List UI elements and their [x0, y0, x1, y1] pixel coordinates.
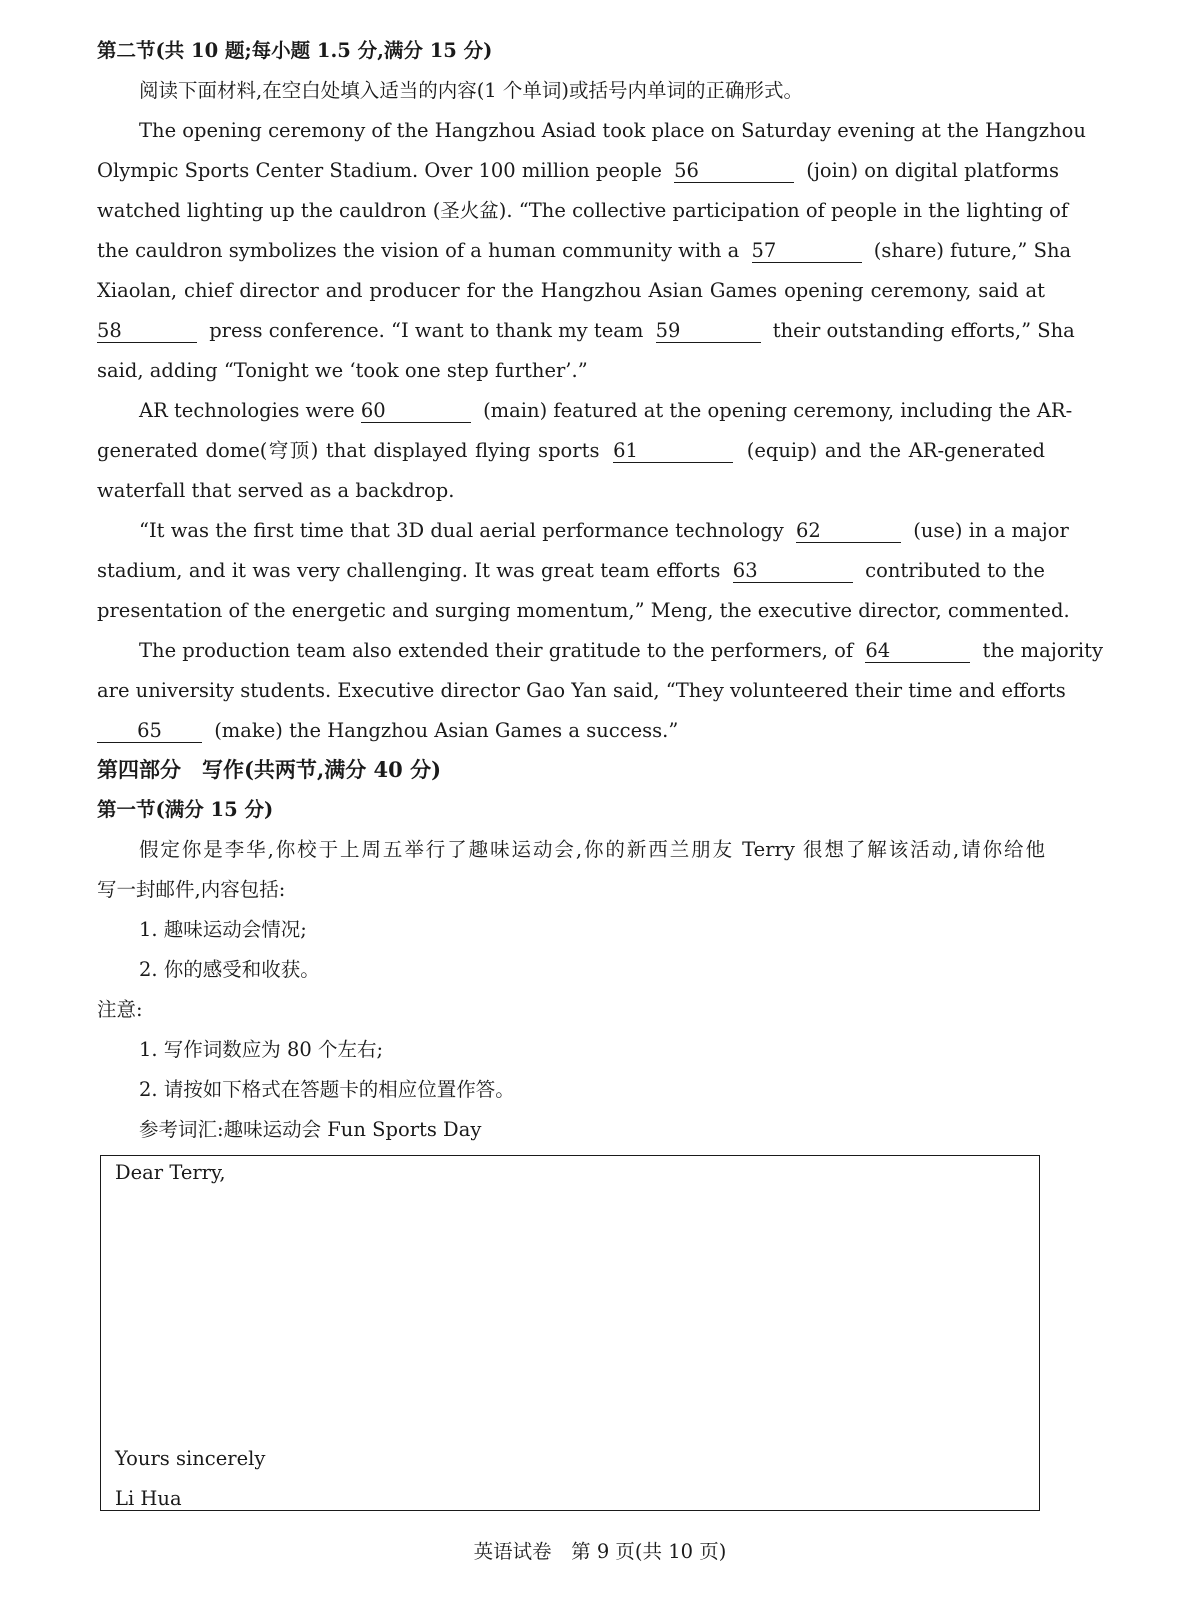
blank-59[interactable]: 59: [656, 320, 761, 343]
blank-64[interactable]: 64: [865, 640, 970, 663]
writing-task: 写一封邮件,内容包括:: [97, 878, 286, 901]
passage-line: presentation of the energetic and surging momentum,” Meng, the executive director, commented.: [97, 599, 1070, 622]
passage-text: The production team also extended their gratitude to the performers, of: [139, 639, 854, 662]
passage-line: waterfall that served as a backdrop.: [97, 479, 455, 502]
passage-text: generated dome(穹顶) that displayed flying sports: [97, 439, 600, 462]
section2-heading: 第二节(共 10 题;每小题 1.5 分,满分 15 分): [97, 39, 493, 62]
passage-text: stadium, and it was very challenging. It was great team efforts: [97, 559, 721, 582]
passage-line: [139, 638, 1103, 664]
passage-text: (equip) and the AR-generated: [746, 439, 1045, 462]
passage-line: The opening ceremony of the Hangzhou Asiad took place on Saturday evening at the Hangzhou: [139, 119, 1086, 142]
note-item: 1. 写作词数应为 80 个左右;: [139, 1038, 384, 1061]
section2-instruction: 阅读下面材料,在空白处填入适当的内容(1 个单词)或括号内单词的正确形式。: [139, 79, 804, 102]
passage-text: Olympic Sports Center Stadium. Over 100 million people: [97, 159, 662, 182]
passage-text: press conference. “I want to thank my team: [209, 319, 644, 342]
passage-text: their outstanding efforts,” Sha: [772, 319, 1075, 342]
blank-63[interactable]: 63: [733, 560, 853, 583]
content-item: 2. 你的感受和收获。: [139, 958, 320, 981]
passage-text: contributed to the: [865, 559, 1045, 582]
passage-text: (share) future,” Sha: [873, 239, 1072, 262]
passage-line: [97, 718, 678, 744]
blank-56[interactable]: 56: [674, 160, 794, 183]
section1-heading: 第一节(满分 15 分): [97, 798, 274, 821]
passage-text: the majority: [982, 639, 1103, 662]
part4-heading: 第四部分 写作(共两节,满分 40 分): [97, 757, 442, 782]
passage-text: (main) featured at the opening ceremony, including the AR-: [483, 399, 1073, 422]
letter-closing: Yours sincerely: [115, 1447, 266, 1470]
passage-text: the cauldron symbolizes the vision of a human community with a: [97, 239, 740, 262]
blank-57[interactable]: 57: [752, 240, 862, 263]
letter-answer-box[interactable]: [100, 1155, 1040, 1511]
blank-60[interactable]: 60: [361, 400, 471, 423]
passage-line: said, adding “Tonight we ‘took one step further’.”: [97, 359, 588, 382]
vocab-reference: 参考词汇:趣味运动会 Fun Sports Day: [139, 1118, 482, 1141]
passage-line: [139, 398, 1073, 424]
note-label: 注意:: [97, 998, 143, 1021]
letter-greeting: Dear Terry,: [115, 1161, 226, 1184]
passage-line: watched lighting up the cauldron (圣火盆). “The collective participation of people in the lighting of: [97, 199, 1069, 222]
passage-line: [139, 518, 1069, 544]
blank-61[interactable]: 61: [613, 440, 733, 463]
blank-62[interactable]: 62: [796, 520, 901, 543]
note-item: 2. 请按如下格式在答题卡的相应位置作答。: [139, 1078, 515, 1101]
blank-65[interactable]: 65: [97, 720, 202, 743]
passage-line: [97, 318, 1075, 344]
passage-line: [97, 158, 1060, 184]
writing-task: 假定你是李华,你校于上周五举行了趣味运动会,你的新西兰朋友 Terry 很想了解该活动,请你给他: [139, 838, 1045, 861]
passage-line: [97, 558, 1045, 584]
passage-text: (make) the Hangzhou Asian Games a success.”: [214, 719, 679, 742]
passage-text: (use) in a major: [913, 519, 1069, 542]
passage-line: are university students. Executive director Gao Yan said, “They volunteered their time and efforts: [97, 679, 1066, 702]
passage-line: [97, 238, 1072, 264]
passage-line: Xiaolan, chief director and producer for the Hangzhou Asian Games opening ceremony, said at: [97, 279, 1045, 302]
passage-text: “It was the first time that 3D dual aerial performance technology: [139, 519, 784, 542]
letter-signature: Li Hua: [115, 1487, 182, 1510]
content-item: 1. 趣味运动会情况;: [139, 918, 307, 941]
passage-text: (join) on digital platforms: [806, 159, 1060, 182]
passage-text: AR technologies were: [139, 399, 355, 422]
page-footer: 英语试卷 第 9 页(共 10 页): [473, 1540, 727, 1563]
blank-58[interactable]: 58: [97, 320, 197, 343]
passage-line: [97, 438, 1045, 464]
